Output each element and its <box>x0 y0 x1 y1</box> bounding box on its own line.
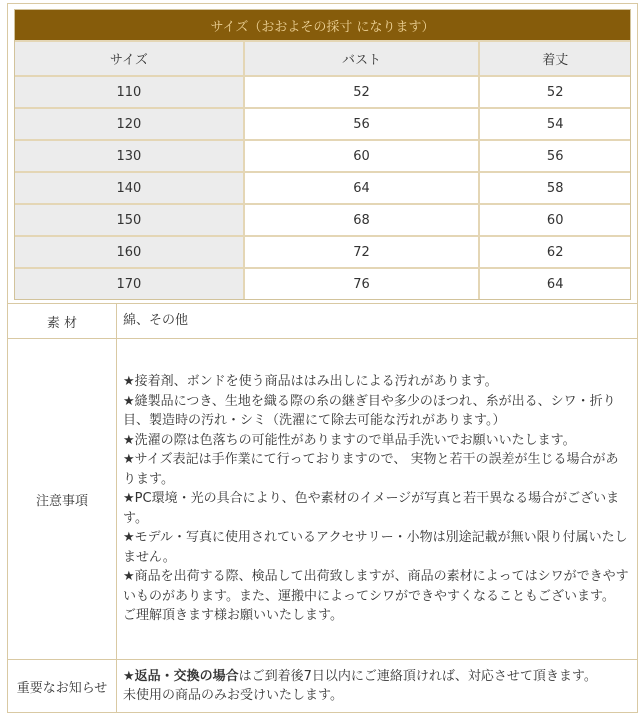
product-info-box <box>7 3 638 713</box>
notes-line: ★PC環境・光の具合により、色や素材のイメージが写真と若干異なる場合がございます。 <box>123 491 620 526</box>
notes-line: ★縫製品につき、生地を織る際の糸の継ぎ目や多少のほつれ、糸が出る、シワ・折り目、製造時の汚れ・シミ（洗濯にて除去可能な汚れがあります。） <box>123 393 616 429</box>
table-row <box>15 173 630 205</box>
notice-row <box>8 660 637 712</box>
length-cell: 56 <box>480 141 630 173</box>
notes-line: ★サイズ表記は手作業にて行っておりますので、 実物と若干の誤差が生じる場合があります。 <box>123 452 619 487</box>
size-cell: 130 <box>15 141 245 173</box>
table-row <box>15 269 630 299</box>
length-cell: 60 <box>480 205 630 237</box>
material-row <box>8 304 637 339</box>
notes-line: ★モデル・写真に使用されているアクセサリー・小物は別途記載が無い限り付属いたしません。 <box>123 530 628 565</box>
notes-label: 注意事項 <box>8 339 117 659</box>
length-cell: 64 <box>480 269 630 299</box>
header-size: サイズ <box>15 42 245 77</box>
notice-line-1 <box>123 667 631 687</box>
notes-line: ★商品を出荷する際、検品して出荷致しますが、商品の素材によってはシワができやすいものがあります。また、運搬中によってシワができやすくなることもございます。 <box>123 569 629 604</box>
length-cell: 62 <box>480 237 630 269</box>
notes-row <box>8 339 637 660</box>
material-value-cell <box>117 304 637 338</box>
bust-cell: 64 <box>245 173 481 205</box>
bust-cell: 72 <box>245 237 481 269</box>
header-bust: バスト <box>245 42 481 77</box>
size-cell: 150 <box>15 205 245 237</box>
notice-label: 重要なお知らせ <box>8 660 117 712</box>
notes-line: ★洗濯の際は色落ちの可能性がありますので単品手洗いでお願いいたします。 <box>123 432 576 448</box>
table-row <box>15 205 630 237</box>
size-cell: 120 <box>15 109 245 141</box>
length-cell: 54 <box>480 109 630 141</box>
size-table-title: サイズ（おおよその採寸 になります） <box>15 10 630 42</box>
notice-rest: はご到着後7日以内にご連絡頂ければ、対応させて頂きます。 <box>238 668 597 684</box>
notice-text <box>117 660 637 712</box>
table-row <box>15 237 630 269</box>
bust-cell: 56 <box>245 109 481 141</box>
bust-cell: 60 <box>245 141 481 173</box>
size-cell: 140 <box>15 173 245 205</box>
notice-line-2: 未使用の商品のみお受けいたします。 <box>123 688 343 703</box>
bust-cell: 68 <box>245 205 481 237</box>
header-length: 着丈 <box>480 42 630 77</box>
material-value: 綿、その他 <box>123 313 189 329</box>
size-table-wrapper <box>8 4 637 304</box>
notice-bold: ★返品・交換の場合 <box>123 668 239 684</box>
notes-text <box>117 339 637 659</box>
length-cell: 58 <box>480 173 630 205</box>
notes-line: ★接着剤、ボンドを使う商品ははみ出しによる汚れがあります。 <box>123 374 498 390</box>
notes-line: ご理解頂きます様お願いいたします。 <box>123 608 343 624</box>
size-cell: 160 <box>15 237 245 269</box>
bust-cell: 76 <box>245 269 481 299</box>
table-row <box>15 141 630 173</box>
size-table-title-row <box>15 10 630 42</box>
material-label: 素 材 <box>8 304 117 338</box>
bust-cell: 52 <box>245 77 481 109</box>
table-row <box>15 109 630 141</box>
length-cell: 52 <box>480 77 630 109</box>
size-table <box>14 9 631 300</box>
size-cell: 110 <box>15 77 245 109</box>
size-cell: 170 <box>15 269 245 299</box>
size-table-header-row <box>15 42 630 77</box>
table-row <box>15 77 630 109</box>
